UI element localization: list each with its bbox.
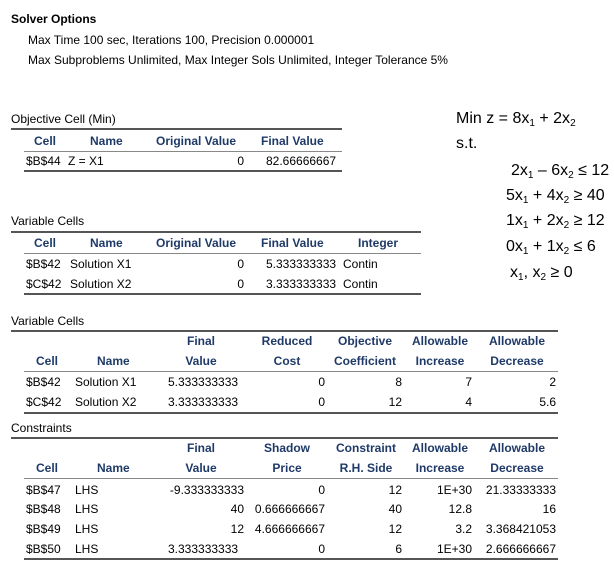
var2-header-value: Value — [185, 354, 217, 368]
model-constraint-4: $0x_1 + 1x_2 \le 6$ — [506, 238, 596, 257]
var2-row1-coef: 8 — [395, 375, 402, 389]
var1-row1-integer: Contin — [343, 257, 378, 271]
var1-row1-name: Solution X1 — [70, 257, 132, 271]
con-header-increase: Increase — [415, 461, 465, 475]
var2-row1-inc: 7 — [465, 375, 472, 389]
var2-header-top-final: Final — [186, 334, 215, 348]
con-header-top-final: Final — [186, 441, 215, 455]
con-row1-price: 0 — [318, 483, 325, 497]
obj-row-cell: $B$44 — [26, 154, 61, 168]
con-row1-name: LHS — [75, 483, 99, 497]
con-header-top-constraint: Constraint — [336, 441, 396, 455]
obj-row-name: Z = X1 — [68, 154, 104, 168]
con-row1-inc: 1E+30 — [436, 483, 472, 497]
objective-section-title: Objective Cell (Min) — [11, 112, 116, 126]
var2-header-top-objective: Objective — [337, 334, 393, 348]
con-row3-name: LHS — [75, 522, 99, 536]
con-row4-cell: $B$50 — [26, 542, 61, 556]
var2-row1-cost: 0 — [318, 375, 325, 389]
var1-row1-original: 0 — [237, 257, 244, 271]
var2-header-decrease: Decrease — [490, 354, 544, 368]
con-row4-name: LHS — [75, 542, 99, 556]
var1-row2-final: 3.333333333 — [266, 277, 337, 291]
con-row1-value: -9.333333333 — [169, 483, 244, 497]
var1-header-original: Original Value — [156, 236, 237, 250]
var2-header-increase: Increase — [415, 354, 465, 368]
solver-options-line1: Max Time 100 sec, Iterations 100, Precision 0.000001 — [28, 33, 315, 47]
var2-row1-cell: $B$42 — [26, 375, 61, 389]
con-row3-price: 4.666666667 — [254, 522, 325, 536]
var1-header-name: Name — [90, 236, 123, 250]
var2-header-coef: Coefficient — [333, 354, 396, 368]
variables1-section-title: Variable Cells — [11, 214, 85, 228]
con-row3-inc: 3.2 — [455, 522, 472, 536]
model-constraint-3: $1x_1 + 2x_2 \ge 12$ — [506, 212, 605, 231]
var2-row2-coef: 12 — [388, 395, 402, 409]
var2-row2-name: Solution X2 — [75, 395, 137, 409]
model-st: s.t. — [456, 135, 478, 152]
con-header-price: Price — [272, 461, 302, 475]
model-objective: Min $z = 8x_1 + 2x_2$ — [456, 110, 576, 129]
var2-header-cell: Cell — [36, 354, 59, 368]
variables2-section-title: Variable Cells — [11, 314, 85, 328]
con-header-rhs: R.H. Side — [339, 461, 393, 475]
con-row4-price: 0 — [318, 542, 325, 556]
con-header-decrease: Decrease — [490, 461, 544, 475]
con-row1-dec: 21.33333333 — [485, 483, 556, 497]
con-row2-rhs: 40 — [388, 502, 402, 516]
con-header-top-allow-inc: Allowable — [411, 441, 468, 455]
var2-row2-cell: $C$42 — [26, 395, 62, 409]
con-row2-dec: 16 — [542, 502, 556, 516]
con-row3-rhs: 12 — [388, 522, 402, 536]
con-row4-rhs: 6 — [395, 542, 402, 556]
obj-header-cell: Cell — [34, 134, 57, 148]
var1-row1-cell: $B$42 — [26, 257, 61, 271]
con-row4-dec: 2.666666667 — [485, 542, 556, 556]
con-row3-value: 12 — [230, 522, 244, 536]
con-row2-price: 0.666666667 — [254, 502, 325, 516]
var1-row1-final: 5.333333333 — [266, 257, 337, 271]
var2-header-cost: Cost — [273, 354, 301, 368]
con-header-top-shadow: Shadow — [263, 441, 310, 455]
solver-options-title: Solver Options — [11, 12, 97, 26]
var2-header-top-reduced: Reduced — [261, 334, 313, 348]
obj-header-name: Name — [90, 134, 123, 148]
con-row1-cell: $B$47 — [26, 483, 61, 497]
model-constraint-1: $2x_1 - 6x_2 \le 12$ — [511, 162, 610, 181]
con-row3-cell: $B$49 — [26, 522, 61, 536]
con-row4-value: 3.333333333 — [168, 542, 239, 556]
obj-header-original: Original Value — [156, 134, 237, 148]
constraints-section-title: Constraints — [11, 421, 72, 435]
var2-header-top-allow-inc: Allowable — [411, 334, 468, 348]
var2-row1-value: 5.333333333 — [168, 375, 239, 389]
var2-row2-value: 3.333333333 — [168, 395, 239, 409]
var1-row2-name: Solution X2 — [70, 277, 132, 291]
var2-row2-inc: 4 — [465, 395, 472, 409]
con-header-name: Name — [97, 461, 130, 475]
con-row2-value: 40 — [230, 502, 244, 516]
var1-header-final: Final Value — [261, 236, 324, 250]
var2-row2-dec: 5.6 — [539, 395, 556, 409]
con-header-top-allow-dec: Allowable — [488, 441, 545, 455]
var1-row2-integer: Contin — [343, 277, 378, 291]
var1-row2-cell: $C$42 — [26, 277, 62, 291]
obj-row-original: 0 — [237, 154, 244, 168]
con-row2-cell: $B$48 — [26, 502, 61, 516]
con-header-cell: Cell — [36, 461, 59, 475]
con-row2-inc: 12.8 — [448, 502, 472, 516]
var1-header-cell: Cell — [34, 236, 57, 250]
var2-row1-name: Solution X1 — [75, 375, 137, 389]
var1-row2-original: 0 — [237, 277, 244, 291]
con-row4-inc: 1E+30 — [436, 542, 472, 556]
obj-row-final: 82.66666667 — [266, 154, 337, 168]
con-header-value: Value — [185, 461, 217, 475]
var2-header-top-allow-dec: Allowable — [488, 334, 545, 348]
model-nonnegativity: $x_1$, $x_2 \ge 0$ — [510, 264, 573, 283]
var1-header-integer: Integer — [358, 236, 399, 250]
con-row2-name: LHS — [75, 502, 99, 516]
solver-options-line2: Max Subproblems Unlimited, Max Integer Sols Unlimited, Integer Tolerance 5% — [28, 53, 448, 67]
con-row1-rhs: 12 — [388, 483, 402, 497]
obj-header-final: Final Value — [261, 134, 324, 148]
model-constraint-2: $5x_1 + 4x_2 \ge 40$ — [506, 187, 605, 206]
var2-header-name: Name — [97, 354, 130, 368]
var2-row2-cost: 0 — [318, 395, 325, 409]
var2-row1-dec: 2 — [549, 375, 556, 389]
con-row3-dec: 3.368421053 — [485, 522, 556, 536]
